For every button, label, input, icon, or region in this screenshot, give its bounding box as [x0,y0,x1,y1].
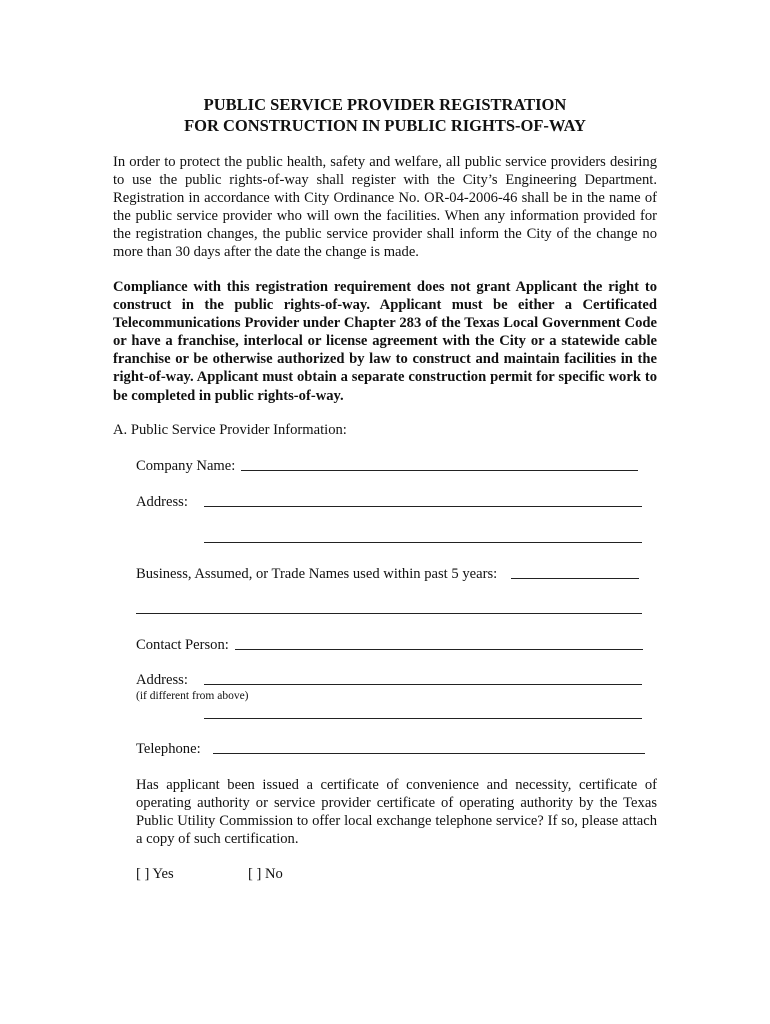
address-label: Address: [136,494,188,510]
contact-person-field[interactable] [235,649,643,650]
trade-names-label: Business, Assumed, or Trade Names used within past 5 years: [136,566,498,582]
compliance-paragraph: Compliance with this registration requirement does not grant Applicant the right to construct in the public rights-of-way. Applicant must be either a Certificated Telecommunications Provider under Chapter 283 of the Texas Local Government Code or have a franchise, interlocal or license agreement with the City or a statewide cable franchise or be otherwise authorized by law to construct and maintain facilities in the right-of-way. Applicant must obtain a separate construction permit for specific work to be completed in public rights-of-way. [113,279,657,404]
trade-names-field[interactable] [511,578,639,579]
trade-names-line-2-field[interactable] [136,613,642,614]
alt-address-line-2-field[interactable] [204,718,642,719]
alt-address-note: (if different from above) [136,690,249,702]
form-title-line-2: FOR CONSTRUCTION IN PUBLIC RIGHTS-OF-WAY [184,116,586,135]
certificate-question: Has applicant been issued a certificate of convenience and necessity, certificate of operating authority or service provider certificate of operating authority by the Texas Public Utility Commission to offer local exchange telephone service? If so, please attach a copy of such certification. [136,777,657,848]
alt-address-line-1-field[interactable] [204,684,642,685]
company-name-label: Company Name: [136,458,236,474]
form-title-line-1: PUBLIC SERVICE PROVIDER REGISTRATION [203,95,567,114]
alt-address-label: Address: [136,672,188,688]
address-line-2-field[interactable] [204,542,642,543]
intro-paragraph: In order to protect the public health, safety and welfare, all public service providers desiring to use the public rights-of-way shall register with the City’s Engineering Department. Registration in accordance with City Ordinance No. OR-04-2006-46 shall be in the name of the public service provider who will own the facilities. When any information provided for the registration changes, the public service provider shall inform the City of the change no more than 30 days after the date the change is made. [113,154,657,261]
contact-person-label: Contact Person: [136,637,229,653]
no-checkbox[interactable]: [ ] No [248,866,283,882]
address-line-1-field[interactable] [204,506,642,507]
company-name-field[interactable] [241,470,638,471]
telephone-label: Telephone: [136,741,201,757]
yes-checkbox[interactable]: [ ] Yes [136,866,174,882]
section-a-heading: A. Public Service Provider Information: [113,422,347,438]
telephone-field[interactable] [213,753,645,754]
